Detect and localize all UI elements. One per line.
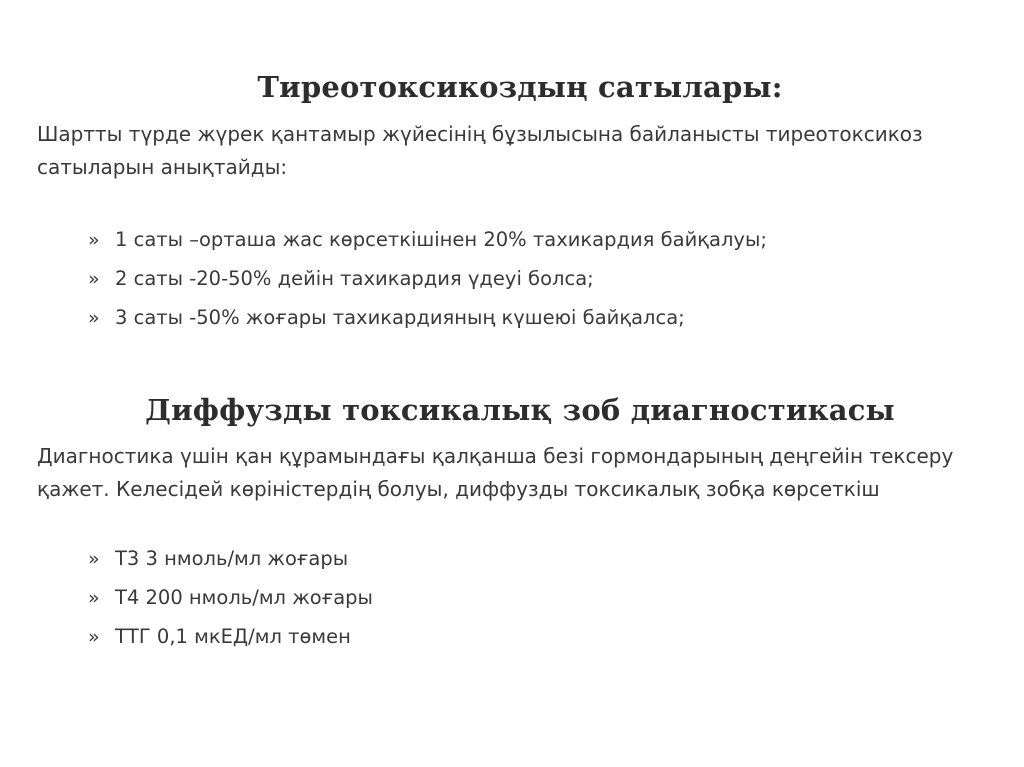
section-1-bullet-list xyxy=(88,224,968,341)
list-item-text: 1 саты –орташа жас көрсеткішінен 20% тахикардия байқалуы; xyxy=(115,228,767,251)
list-item-text: 3 саты -50% жоғары тахикардияның күшеюі байқалса; xyxy=(115,306,685,329)
list-item xyxy=(88,543,968,582)
list-item xyxy=(88,582,968,621)
bullet-marker-icon: » xyxy=(88,548,100,570)
section-1-title: Тиреотоксикоздың сатылары: xyxy=(257,70,783,104)
section-2-title: Диффузды токсикалық зоб диагностикасы xyxy=(145,393,895,427)
list-item xyxy=(88,621,968,660)
bullet-marker-icon: » xyxy=(88,229,100,251)
list-item-text: ТТГ 0,1 мкЕД/мл төмен xyxy=(115,625,351,648)
list-item-text: Т4 200 нмоль/мл жоғары xyxy=(115,586,373,609)
list-item xyxy=(88,224,968,263)
bullet-marker-icon: » xyxy=(88,268,100,290)
list-item-text: Т3 3 нмоль/мл жоғары xyxy=(115,547,349,570)
list-item xyxy=(88,263,968,302)
bullet-marker-icon: » xyxy=(88,626,100,648)
section-2-paragraph: Диагностика үшін қан құрамындағы қалқанша безі гормондарының деңгейін тексеру қажет. Келесідей көріністердің болуы, диффузды токсикалық зобқа көрсеткіш xyxy=(37,444,954,501)
list-item-text: 2 саты -20-50% дейін тахикардия үдеуі болса; xyxy=(115,267,594,290)
section-1-paragraph: Шартты түрде жүрек қантамыр жүйесінің бұзылысына байланысты тиреотоксикоз сатыларын анықтайды: xyxy=(37,122,923,179)
list-item xyxy=(88,302,968,341)
bullet-marker-icon: » xyxy=(88,307,100,329)
section-2-bullet-list xyxy=(88,543,968,660)
bullet-marker-icon: » xyxy=(88,587,100,609)
